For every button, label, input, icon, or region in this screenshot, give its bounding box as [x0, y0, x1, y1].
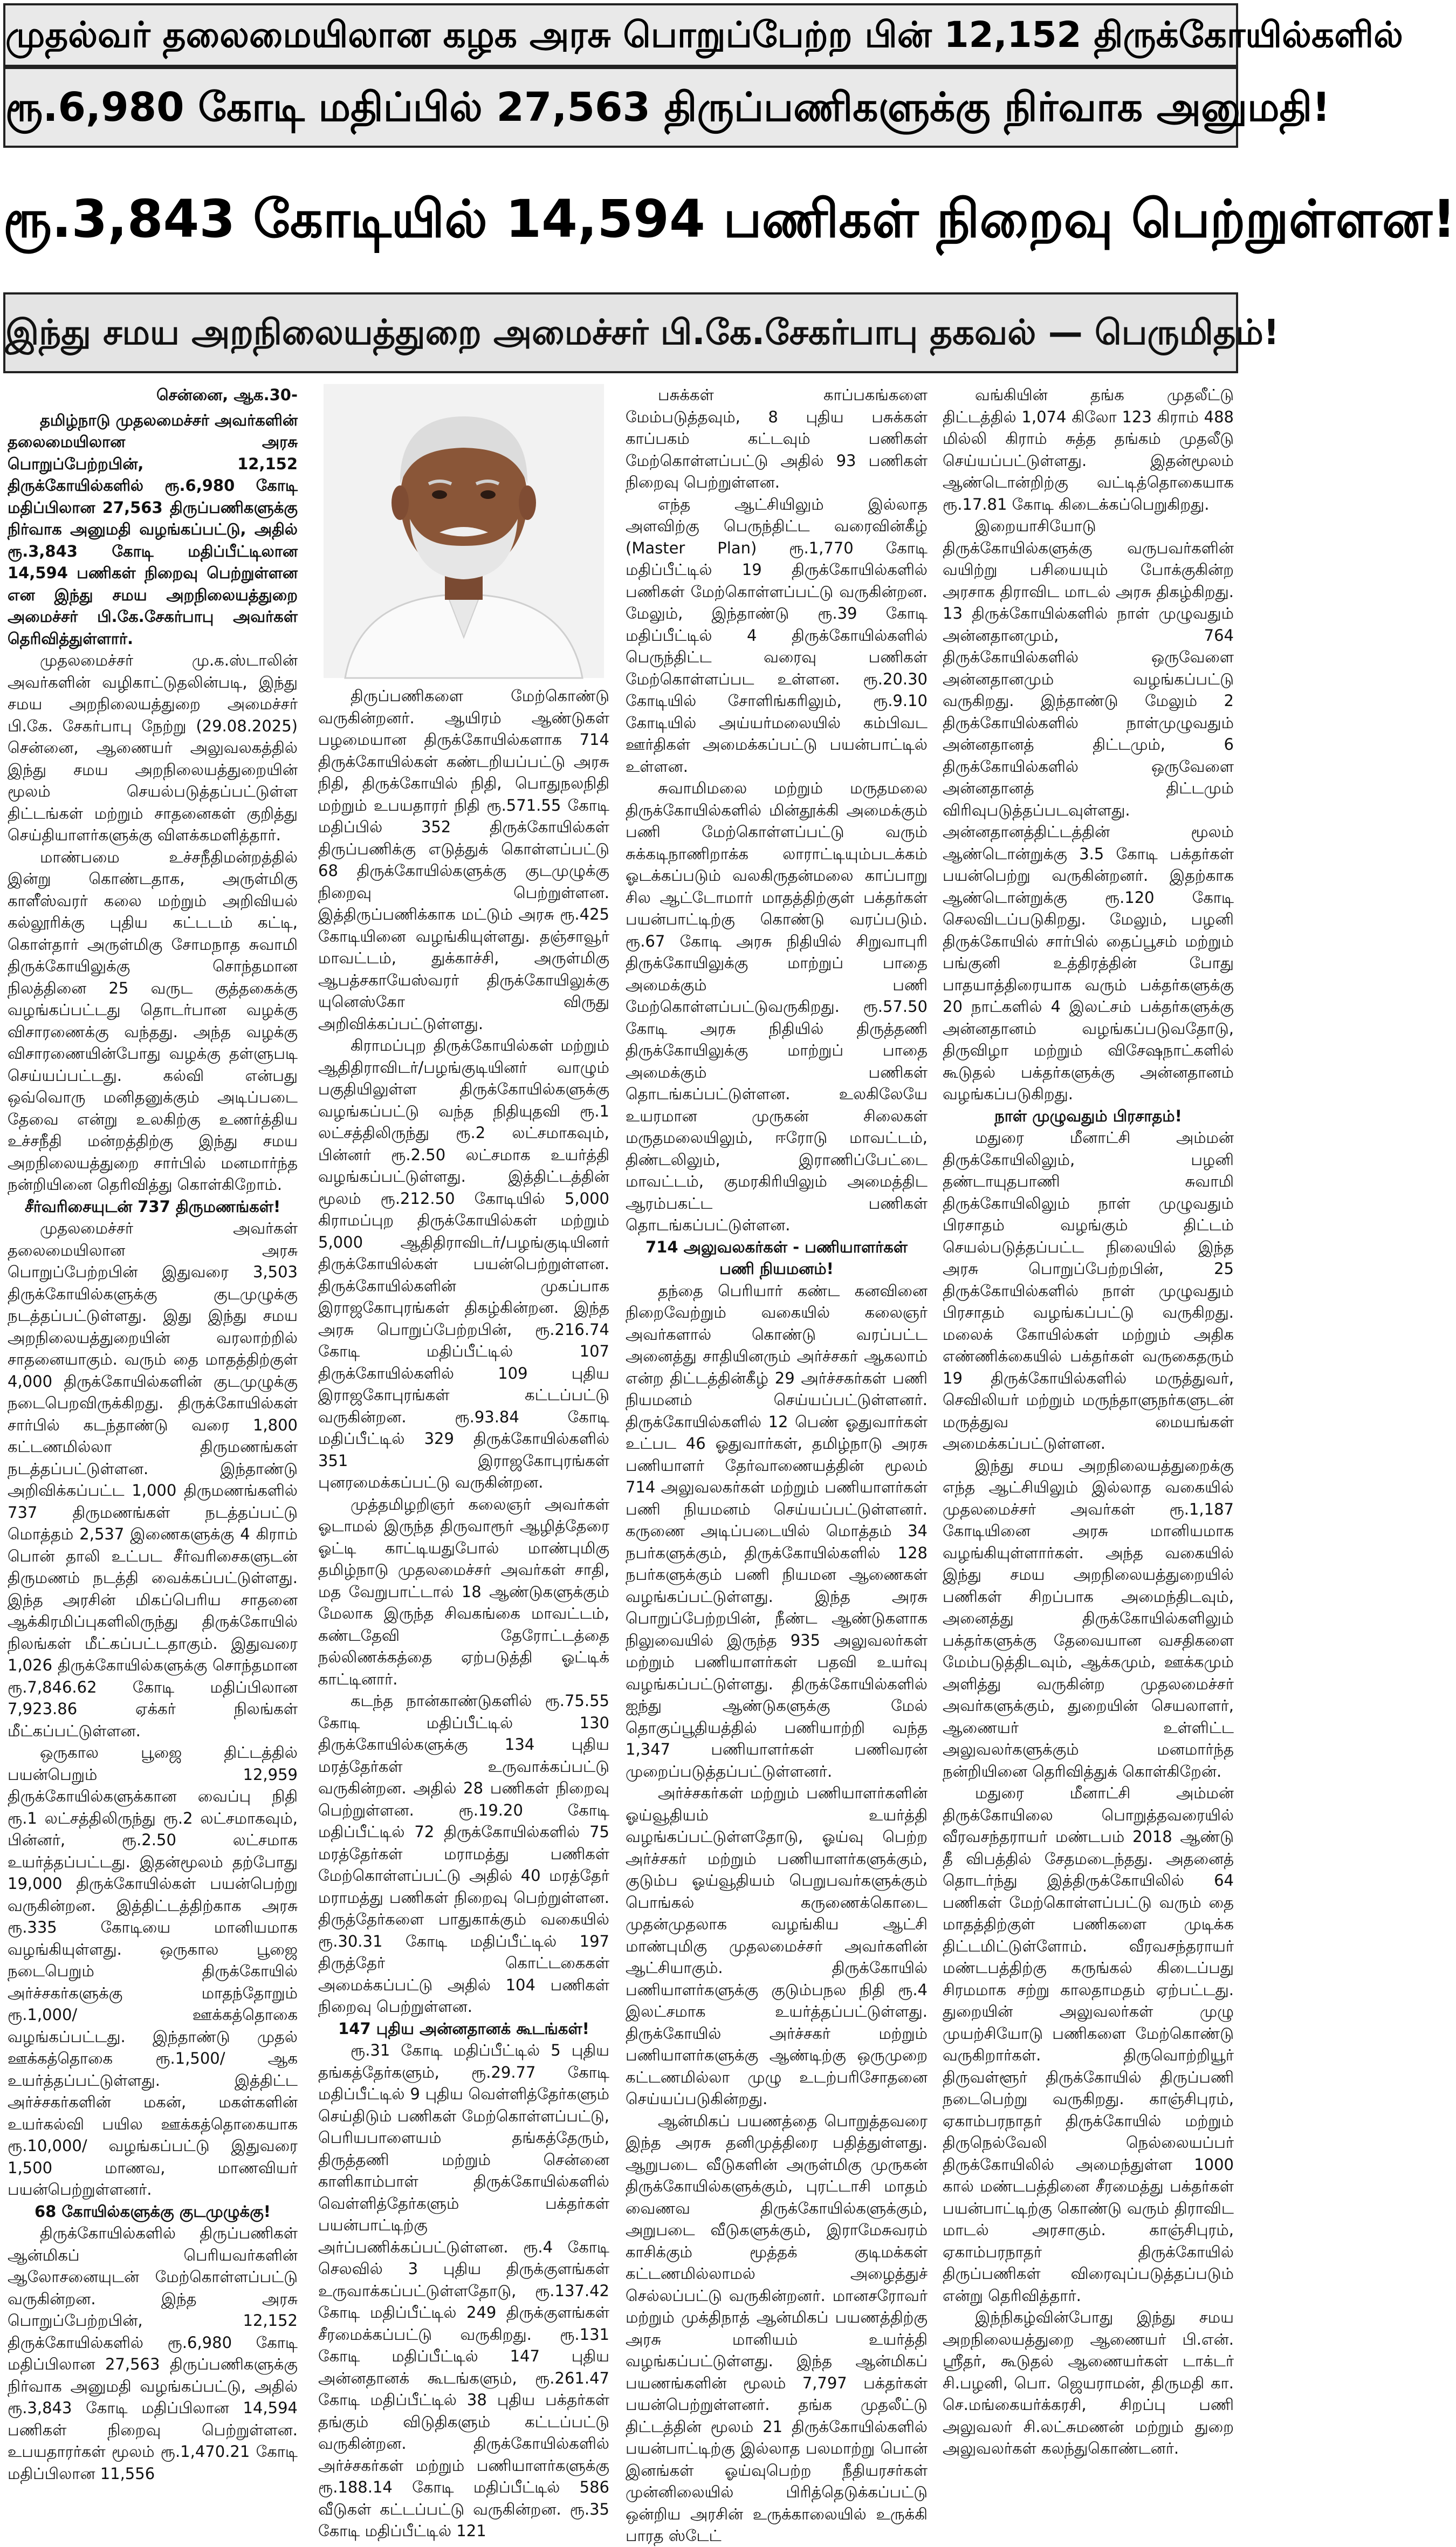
portrait-illustration: [324, 384, 604, 678]
dateline: சென்னை, ஆக.30-: [156, 386, 298, 404]
paragraph: ஆன்மிகப் பயணத்தை பொறுத்தவரை இந்த அரசு தனிமுத்திரை பதித்துள்ளது. ஆறுபடை வீடுகளின் அருள்மிகு முருகன் திருக்கோயில்களுக்கும், புரட்டாசி மாதம் வைணவ திருக்கோயில்களுக்கும், அறுபடை வீடுகளுக்கும், இராமேசுவரம் காசிக்கும் மூத்தக் குடிமக்கள் கட்டணமில்லாமல் அழைத்துச் செல்லப்பட்டு வருகின்றனர். மானசரோவர் மற்றும் முக்திநாத் ஆன்மிகப் பயணத்திற்கு அரசு மானியம் உயர்த்தி வழங்கப்பட்டுள்ளது. இந்த ஆன்மிகப் பயணங்களின் மூலம் 7,797 பக்தர்கள் பயன்பெற்றுள்ளனர். தங்க முதலீட்டு திட்டத்தின் மூலம் 21 திருக்கோயில்களில் பயன்பாட்டிற்கு இல்லாத பலமாற்று பொன் இனங்கள் ஓய்வுபெற்ற நீதியரசர்கள் முன்னிலையில் பிரித்தெடுக்கப்பட்டு ஒன்றிய அரசின் உருக்காலையில் உருக்கி பாரத ஸ்டேட்: [626, 2111, 928, 2545]
paragraph: கடந்த நான்காண்டுகளில் ரூ.75.55 கோடி மதிப்பீட்டில் 130 திருக்கோயில்களுக்கு 134 புதிய மரத்தேர்கள் உருவாக்கப்பட்டு வருகின்றன. அதில் 28 பணிகள் நிறைவு பெற்றுள்ளன. ரூ.19.20 கோடி மதிப்பீட்டில் 72 திருக்கோயில்களில் 75 மரத்தேர்கள் மராமத்து பணிகள் மேற்கொள்ளப்பட்டு அதில் 40 மரத்தேர் மராமத்து பணிகள் நிறைவு பெற்றுள்ளன. திருத்தேர்களை பாதுகாக்கும் வகையில் ரூ.30.31 கோடி மதிப்பீட்டில் 197 திருத்தேர் கொட்டகைகள் அமைக்கப்பட்டு அதில் 104 பணிகள் நிறைவு பெற்றுள்ளன.: [318, 1692, 609, 2016]
paragraph: திருப்பணிகளை மேற்கொண்டு வருகின்றனர். ஆயிரம் ஆண்டுகள் பழமையான திருக்கோயில்களாக 714 திருக்கோயில்கள் கண்டறியப்பட்டு அரசு நிதி, திருக்கோயில் நிதி, பொதுநலநிதி மற்றும் உபயதாரர் நிதி ரூ.571.55 கோடி மதிப்பில் 352 திருக்கோயில்கள் திருப்பணிக்கு எடுத்துக் கொள்ளப்பட்டு 68 திருக்கோயில்களுக்கு குடமுழுக்கு நிறைவு பெற்றுள்ளன. இத்திருப்பணிக்காக மட்டும் அரசு ரூ.425 கோடியினை வழங்கியுள்ளது. தஞ்சாவூர் மாவட்டம், துக்காச்சி, அருள்மிகு ஆபத்சகாயேஸ்வரர் திருக்கோயிலுக்கு யுனெஸ்கோ விருது அறிவிக்கப்பட்டுள்ளது.: [318, 687, 609, 1033]
paragraph: தந்தை பெரியார் கண்ட கனவினை நிறைவேற்றும் வகையில் கலைஞர் அவர்களால் கொண்டு வரப்பட்ட அனைத்து சாதியினரும் அர்ச்சகர் ஆகலாம் என்ற திட்டத்தின்கீழ் 29 அர்ச்சகர்கள் பணி நியமனம் செய்யப்பட்டுள்ளனர். திருக்கோயில்களில் 12 பெண் ஓதுவார்கள் உட்பட 46 ஓதுவார்கள், தமிழ்நாடு அரசு பணியாளர் தேர்வாணையத்தின் மூலம் 714 அலுவலகர்கள் மற்றும் பணியாளர்கள் பணி நியமனம் செய்யப்பட்டுள்ளனர். கருணை அடிப்படையில் மொத்தம் 34 நபர்களுக்கும், திருக்கோயில்களில் 128 நபர்களுக்கும் பணி நியமன ஆணைகள் வழங்கப்பட்டுள்ளது. இந்த அரசு பொறுப்பேற்றபின், நீண்ட ஆண்டுகளாக நிலுவையில் இருந்த 935 அலுவலர்கள் மற்றும் பணியாளர்கள் பதவி உயர்வு வழங்கப்பட்டுள்ளது. திருக்கோயில்களில் ஐந்து ஆண்டுகளுக்கு மேல் தொகுப்பூதியத்தில் பணியாற்றி வந்த 1,347 பணியாளர்கள் பணிவரன் முறைப்படுத்தப்பட்டுள்ளனர்.: [626, 1281, 928, 1781]
paragraph: மாண்பமை உச்சநீதிமன்றத்தில் இன்று கொண்டதாக, அருள்மிகு காளீஸ்வரர் கலை மற்றும் அறிவியல் கல்லூரிக்கு புதிய கட்டடம் கட்டி, கொள்தார் அருள்மிகு சோமநாத சுவாமி திருக்கோயிலுக்கு சொந்தமான நிலத்தினை 25 வருட குத்தகைக்கு வழங்கப்பட்டது தொடர்பான வழக்கு விசாரணைக்கு வந்தது. அந்த வழக்கு விசாரணையின்போது வழக்கு தள்ளுபடி செய்யப்பட்டது. கல்வி என்பது ஒவ்வொரு மனிதனுக்கும் அடிப்படை தேவை என்று உலகிற்கு உணர்த்திய உச்சநீதி மன்றத்திற்கு இந்து சமய அறநிலையத்துறை சார்பில் மனமார்ந்த நன்றியினை தெரிவித்து கொள்கிறோம்.: [8, 847, 298, 1194]
subheading: சீர்வரிசையுடன் 737 திருமணங்கள்!: [24, 1197, 281, 1216]
paragraph: கிராமப்புற திருக்கோயில்கள் மற்றும் ஆதிதிராவிடர்/பழங்குடியினர் வாழும் பகுதியிலுள்ள திருக்கோயில்களுக்கு வழங்கப்பட்டு வந்த நிதியுதவி ரூ.1 லட்சத்திலிருந்து ரூ.2 லட்சமாகவும், பின்னர் ரூ.2.50 லட்சமாக உயர்த்தி வழங்கப்பட்டுள்ளது. இத்திட்டத்தின் மூலம் ரூ.212.50 கோடியில் 5,000 கிராமப்புற திருக்கோயில்கள் மற்றும் 5,000 ஆதிதிராவிடர்/பழங்குடியினர் திருக்கோயில்கள் பயன்பெற்றுள்ளன. திருக்கோயில்களின் முகப்பாக இராஜகோபுரங்கள் திகழ்கின்றன. இந்த அரசு பொறுப்பேற்றபின், ரூ.216.74 கோடி மதிப்பீட்டில் 107 திருக்கோயில்களில் 109 புதிய இராஜகோபுரங்கள் கட்டப்பட்டு வருகின்றன. ரூ.93.84 கோடி மதிப்பீட்டில் 329 திருக்கோயில்களில் 351 இராஜகோபுரங்கள் புனரமைக்கப்பட்டு வருகின்றன.: [318, 1036, 609, 1491]
paragraph: மதுரை மீனாட்சி அம்மன் திருக்கோயிலிலும், பழனி தண்டாயுதபாணி சுவாமி திருக்கோயிலிலும் நாள் முழுவதும் பிரசாதம் வழங்கும் திட்டம் செயல்படுத்தப்பட்ட நிலையில் இந்த அரசு பொறுப்பேற்றபின், 25 திருக்கோயில்களில் நாள் முழுவதும் பிரசாதம் வழங்கப்பட்டு வருகிறது. மலைக் கோயில்கள் மற்றும் அதிக எண்ணிக்கையில் பக்தர்கள் வருகைதரும் 19 திருக்கோயில்களில் மருத்துவர், செவிலியர் மற்றும் மருந்தாளுநர்களுடன் மருத்துவ மையங்கள் அமைக்கப்பட்டுள்ளன.: [943, 1128, 1234, 1453]
paragraph: சுவாமிமலை மற்றும் மருதமலை திருக்கோயில்களில் மின்தூக்கி அமைக்கும் பணி மேற்கொள்ளப்பட்டு வரும் சுக்கடிநாணிறாக்க லாராட்டியும்படக்கம் ஓடக்கப்படும் வலகிருதன்மலை காப்பாறு சில ஆட்டோமார் மாதத்திற்குள் பக்தர்கள் பயன்பாட்டிற்கு கொண்டு வரப்படும். ரூ.67 கோடி அரசு நிதியில் சிறுவாபுரி திருக்கோயிலுக்கு மாற்றுப் பாதை அமைக்கும் பணி மேற்கொள்ளப்பட்டுவருகிறது. ரூ.57.50 கோடி அரசு நிதியில் திருத்தணி திருக்கோயிலுக்கு மாற்றுப் பாதை அமைக்கும் பணிகள் தொடங்கப்பட்டுள்ளன. உலகிலேயே உயரமான முருகன் சிலைகள் மருதமலையிலும், ஈரோடு மாவட்டம், திண்டலிலும், இராணிப்பேட்டை மாவட்டம், குமரகிரியிலும் அமைத்திட ஆரம்பகட்ட பணிகள் தொடங்கப்பட்டுள்ளன.: [626, 779, 928, 1234]
subheading: 147 புதிய அன்னதானக் கூடங்கள்!: [338, 2019, 589, 2038]
main-banner-headline: ரூ.3,843 கோடியில் 14,594 பணிகள் நிறைவு பெற்றுள்ளன!: [3, 189, 1456, 249]
article-column-2: [318, 685, 609, 2539]
paragraph: இந்நிகழ்வின்போது இந்து சமய அறநிலையத்துறை ஆணையர் பி.என். ஸ்ரீதர், கூடுதல் ஆணையர்கள் டாக்டர் சி.பழனி, பொ. ஜெயராமன், திருமதி கா. செ.மங்கையர்க்கரசி, சிறப்பு பணி அலுவலர் சி.லட்சுமணன் மற்றும் துறை அலுவலர்கள் கலந்துகொண்டனர்.: [943, 2308, 1234, 2457]
minister-portrait-photo: [324, 384, 604, 678]
paragraph: இந்து சமய அறநிலையத்துறைக்கு எந்த ஆட்சியிலும் இல்லாத வகையில் முதலமைச்சர் அவர்கள் ரூ.1,187 கோடியினை அரசு மானியமாக வழங்கியுள்ளார்கள். அந்த வகையில் இந்து சமய அறநிலையத்துறையில் பணிகள் சிறப்பாக அமைந்திடவும், அனைத்து திருக்கோயில்களிலும் பக்தர்களுக்கு தேவையான வசதிகளை மேம்படுத்திடவும், ஆக்கமும், ஊக்கமும் அளித்து வருகின்ற முதலமைச்சர் அவர்களுக்கும், துறையின் செயலாளர், ஆணையர் உள்ளிட்ட அலுவலர்களுக்கும் மனமார்ந்த நன்றியினை தெரிவித்துக் கொள்கிறேன்.: [943, 1456, 1234, 1781]
article-column-3: [626, 384, 928, 2545]
paragraph: திருக்கோயில்களில் திருப்பணிகள் ஆன்மிகப் பெரியவர்களின் ஆலோசனையுடன் மேற்கொள்ளப்பட்டு வருகின்றன. இந்த அரசு பொறுப்பேற்றபின், 12,152 திருக்கோயில்களில் ரூ.6,980 கோடி மதிப்பிலான 27,563 திருப்பணிகளுக்கு நிர்வாக அனுமதி வழங்கப்பட்டு, அதில் ரூ.3,843 கோடி மதிப்பிலான 14,594 பணிகள் நிறைவு பெற்றுள்ளன. உபயதாரர்கள் மூலம் ரூ.1,470.21 கோடி மதிப்பிலான 11,556: [8, 2224, 298, 2483]
paragraph: இறையாசியோடு திருக்கோயில்களுக்கு வருபவர்களின் வயிற்று பசியையும் போக்குகின்ற அரசாக திராவிட மாடல் அரசு திகழ்கிறது. 13 திருக்கோயில்களில் நாள் முழுவதும் அன்னதானமும், 764 திருக்கோயில்களில் ஒருவேளை அன்னதானமும் வழங்கப்பட்டு வருகிறது. இந்தாண்டு மேலும் 2 திருக்கோயில்களில் நாள்முழுவதும் அன்னதானத் திட்டமும், 6 திருக்கோயில்களில் ஒருவேளை அன்னதானத் திட்டமும் விரிவுபடுத்தப்படவுள்ளது. அன்னதானத்திட்டத்தின் மூலம் ஆண்டொன்றுக்கு 3.5 கோடி பக்தர்கள் பயன்பெற்று வருகின்றனர். இதற்காக ஆண்டொன்றுக்கு ரூ.120 கோடி செலவிடப்படுகிறது. மேலும், பழனி திருக்கோயில் சார்பில் தைப்பூசம் மற்றும் பங்குனி உத்திரத்தின் போது பாதயாத்திரையாக வரும் பக்தர்களுக்கு 20 நாட்களில் 4 இலட்சம் பக்தர்களுக்கு அன்னதானம் வழங்கப்படுவதோடு, திருவிழா மற்றும் விசேஷநாட்களில் கூடுதல் பக்தர்களுக்கு அன்னதானம் வழங்கப்படுகிறது.: [943, 517, 1234, 1103]
paragraph: முதலமைச்சர் மு.க.ஸ்டாலின் அவர்களின் வழிகாட்டுதலின்படி, இந்து சமய அறநிலையத்துறை அமைச்சர் பி.கே. சேகர்பாபு நேற்று (29.08.2025) சென்னை, ஆணையர் அலுவலகத்தில் இந்து சமய அறநிலையத்துறையின் மூலம் செயல்படுத்தப்பட்டுள்ள திட்டங்கள் மற்றும் சாதனைகள் குறித்து செய்தியாளர்களுக்கு விளக்கமளித்தார்.: [8, 651, 298, 844]
paragraph: ரூ.31 கோடி மதிப்பீட்டில் 5 புதிய தங்கத்தேர்களும், ரூ.29.77 கோடி மதிப்பீட்டில் 9 புதிய வெள்ளித்தேர்களும் செய்திடும் பணிகள் மேற்கொள்ளப்பட்டு, பெரியபாளையம் தங்கத்தேரும், திருத்தணி மற்றும் சென்னை காளிகாம்பாள் திருக்கோயில்களில் வெள்ளித்தேர்களும் பக்தர்கள் பயன்பாட்டிற்கு அர்ப்பணிக்கப்பட்டுள்ளன. ரூ.4 கோடி செலவில் 3 புதிய திருக்குளங்கள் உருவாக்கப்பட்டுள்ளதோடு, ரூ.137.42 கோடி மதிப்பீட்டில் 249 திருக்குளங்கள் சீரமைக்கப்பட்டு வருகிறது. ரூ.131 கோடி மதிப்பீட்டில் 147 புதிய அன்னதானக் கூடங்களும், ரூ.261.47 கோடி மதிப்பீட்டில் 38 புதிய பக்தர்கள் தங்கும் விடுதிகளும் கட்டப்பட்டு வருகின்றன. திருக்கோயில்களில் அர்ச்சகர்கள் மற்றும் பணியாளர்களுக்கு ரூ.188.14 கோடி மதிப்பீட்டில் 586 வீடுகள் கட்டப்பட்டு வருகின்றன. ரூ.35 கோடி மதிப்பீட்டில் 121: [318, 2041, 609, 2540]
subheading: நாள் முழுவதும் பிரசாதம்!: [994, 1106, 1182, 1125]
headline-line-2: ரூ.6,980 கோடி மதிப்பில் 27,563 திருப்பணிகளுக்கு நிர்வாக அனுமதி!: [3, 67, 1238, 148]
paragraph: ஒருகால பூஜை திட்டத்தில் பயன்பெறும் 12,959 திருக்கோயில்களுக்கான வைப்பு நிதி ரூ.1 லட்சத்திலிருந்து ரூ.2 லட்சமாகவும், பின்னர், ரூ.2.50 லட்சமாக உயர்த்தப்பட்டது. இதன்மூலம் தற்போது 19,000 திருக்கோயில்கள் பயன்பெற்று வருகின்றன. இத்திட்டத்திற்காக அரசு ரூ.335 கோடியை மானியமாக வழங்கியுள்ளது. ஒருகால பூஜை நடைபெறும் திருக்கோயில் அர்ச்சகர்களுக்கு மாதந்தோறும் ரூ.1,000/ ஊக்கத்தொகை வழங்கப்பட்டது. இந்தாண்டு முதல் ஊக்கத்தொகை ரூ.1,500/ ஆக உயர்த்தப்பட்டுள்ளது. இத்திட்ட அர்ச்சகர்களின் மகன், மகள்களின் உயர்கல்வி பயில ஊக்கத்தொகையாக ரூ.10,000/ வழங்கப்பட்டு இதுவரை 1,500 மாணவ, மாணவியர் பயன்பெற்றுள்ளனர்.: [8, 1743, 298, 2199]
headline-line-1: முதல்வர் தலைமையிலான கழக அரசு பொறுப்பேற்ற பின் 12,152 திருக்கோயில்களில்: [3, 3, 1238, 67]
paragraph: அர்ச்சகர்கள் மற்றும் பணியாளர்களின் ஓய்வூதியம் உயர்த்தி வழங்கப்பட்டுள்ளதோடு, ஓய்வு பெற்ற அர்ச்சகர் மற்றும் பணியாளர்களுக்கும், குடும்ப ஓய்வூதியம் பெறுபவர்களுக்கும் பொங்கல் கருணைக்கொடை முதன்முதலாக வழங்கிய ஆட்சி மாண்புமிகு முதலமைச்சர் அவர்களின் ஆட்சியாகும். திருக்கோயில் பணியாளர்களுக்கு குடும்பநல நிதி ரூ.4 இலட்சமாக உயர்த்தப்பட்டுள்ளது. திருக்கோயில் அர்ச்சகர் மற்றும் பணியாளர்களுக்கு ஆண்டிற்கு ஒருமுறை கட்டணமில்லா முழு உடற்பரிசோதனை செய்யப்படுகின்றது.: [626, 1784, 928, 2108]
subheading: 68 கோயில்களுக்கு குடமுழுக்கு!: [34, 2202, 271, 2221]
paragraph: முதலமைச்சர் அவர்கள் தலைமையிலான அரசு பொறுப்பேற்றபின் இதுவரை 3,503 திருக்கோயில்களுக்கு குடமுழுக்கு நடத்தப்பட்டுள்ளது. இது இந்து சமய அறநிலையத்துறையின் வரலாற்றில் சாதனையாகும். வரும் தை மாதத்திற்குள் 4,000 திருக்கோயில்களின் குடமுழுக்கு நடைபெறவிருக்கிறது. திருக்கோயில்கள் சார்பில் கடந்தாண்டு வரை 1,800 கட்டணமில்லா திருமணங்கள் நடத்தப்பட்டுள்ளன. இந்தாண்டு அறிவிக்கப்பட்ட 1,000 திருமணங்களில் 737 திருமணங்கள் நடத்தப்பட்டு மொத்தம் 2,537 இணைகளுக்கு 4 கிராம் பொன் தாலி உட்பட சீர்வரிசைகளுடன் திருமணம் நடத்தி வைக்கப்பட்டுள்ளது. இந்த அரசின் மிகப்பெரிய சாதனை ஆக்கிரமிப்புகளிலிருந்து திருக்கோயில் நிலங்கள் மீட்கப்பட்டதாகும். இதுவரை 1,026 திருக்கோயில்களுக்கு சொந்தமான ரூ.7,846.62 கோடி மதிப்பிலான 7,923.86 ஏக்கர் நிலங்கள் மீட்கப்பட்டுள்ளன.: [8, 1219, 298, 1740]
article-column-4: [943, 384, 1234, 2539]
sub-headline-bar: இந்து சமய அறநிலையத்துறை அமைச்சர் பி.கே.சேகர்பாபு தகவல் — பெருமிதம்!: [3, 292, 1238, 373]
paragraph: மதுரை மீனாட்சி அம்மன் திருக்கோயிலை பொறுத்தவரையில் வீரவசந்தராயர் மண்டபம் 2018 ஆண்டு தீ விபத்தில் சேதமடைந்தது. அதனைத் தொடர்ந்து இத்திருக்கோயிலில் 64 பணிகள் மேற்கொள்ளப்பட்டு வரும் தை மாதத்திற்குள் பணிகளை முடிக்க திட்டமிட்டுள்ளோம். வீரவசந்தராயர் மண்டபத்திற்கு கருங்கல் கிடைப்பது சிரமமாக சற்று காலதாமதம் ஏற்பட்டது. துறையின் அலுவலர்கள் முழு முயற்சியோடு பணிகளை மேற்கொண்டு வருகிறார்கள். திருவொற்றியூர் திருவள்ளூர் திருக்கோயில் திருப்பணி நடைபெற்று வருகிறது. காஞ்சிபுரம், ஏகாம்பரநாதர் திருக்கோயில் மற்றும் திருநெல்வேலி நெல்லையப்பர் திருக்கோயிலில் அமைந்துள்ள 1000 கால் மண்டபத்தினை சீரமைத்து பக்தர்கள் பயன்பாட்டிற்கு கொண்டு வரும் திராவிட மாடல் அரசாகும். காஞ்சிபுரம், ஏகாம்பரநாதர் திருக்கோயில் திருப்பணிகள் விரைவுப்படுத்தப்படும் என்று தெரிவித்தார்.: [943, 1784, 1234, 2305]
article-intro: தமிழ்நாடு முதலமைச்சர் அவர்களின் தலைமையிலான அரசு பொறுப்பேற்றபின், 12,152 திருக்கோயில்களில் ரூ.6,980 கோடி மதிப்பிலான 27,563 திருப்பணிகளுக்கு நிர்வாக அனுமதி வழங்கப்பட்டு, அதில் ரூ.3,843 கோடி மதிப்பீட்டிலான 14,594 பணிகள் நிறைவு பெற்றுள்ளன என இந்து சமய அறநிலையத்துறை அமைச்சர் பி.கே.சேகர்பாபு அவர்கள் தெரிவித்துள்ளார்.: [8, 410, 298, 648]
paragraph: எந்த ஆட்சியிலும் இல்லாத அளவிற்கு பெருந்திட்ட வரைவின்கீழ் (Master Plan) ரூ.1,770 கோடி மதிப்பீட்டில் 19 திருக்கோயில்களில் பணிகள் மேற்கொள்ளப்பட்டு வருகின்றன. மேலும், இந்தாண்டு ரூ.39 கோடி மதிப்பீட்டில் 4 திருக்கோயில்களில் பெருந்திட்ட வரைவு பணிகள் மேற்கொள்ளப்பட உள்ளன. ரூ.20.30 கோடியில் சோளிங்கரிலும், ரூ.9.10 கோடியில் அய்யர்மலையில் கம்பிவட ஊர்திகள் அமைக்கப்பட்டு பயன்பாட்டில் உள்ளன.: [626, 495, 928, 776]
paragraph: முத்தமிழறிஞர் கலைஞர் அவர்கள் ஓடாமல் இருந்த திருவாரூர் ஆழித்தேரை ஓட்டி காட்டியதுபோல் மாண்புமிகு தமிழ்நாடு முதலமைச்சர் அவர்கள் சாதி, மத வேறுபாட்டால் 18 ஆண்டுகளுக்கும் மேலாக இருந்த சிவகங்கை மாவட்டம், கண்டதேவி தேரோட்டத்தை நல்லிணக்கத்தை ஏற்படுத்தி ஓட்டிக் காட்டினார்.: [318, 1495, 609, 1688]
article-column-1: [8, 384, 298, 2539]
paragraph: பசுக்கள் காப்பகங்களை மேம்படுத்தவும், 8 புதிய பசுக்கள் காப்பகம் கட்டவும் பணிகள் மேற்கொள்ளப்பட்டு அதில் 93 பணிகள் நிறைவு பெற்றுள்ளன.: [626, 386, 928, 491]
paragraph: வங்கியின் தங்க முதலீட்டு திட்டத்தில் 1,074 கிலோ 123 கிராம் 488 மில்லி கிராம் சுத்த தங்கம் முதலீடு செய்யப்பட்டுள்ளது. இதன்மூலம் ஆண்டொன்றிற்கு வட்டித்தொகையாக ரூ.17.81 கோடி கிடைக்கப்பெறுகிறது.: [943, 386, 1234, 513]
subheading: 714 அலுவலகர்கள் - பணியாளர்கள் பணி நியமனம்!: [645, 1237, 908, 1278]
